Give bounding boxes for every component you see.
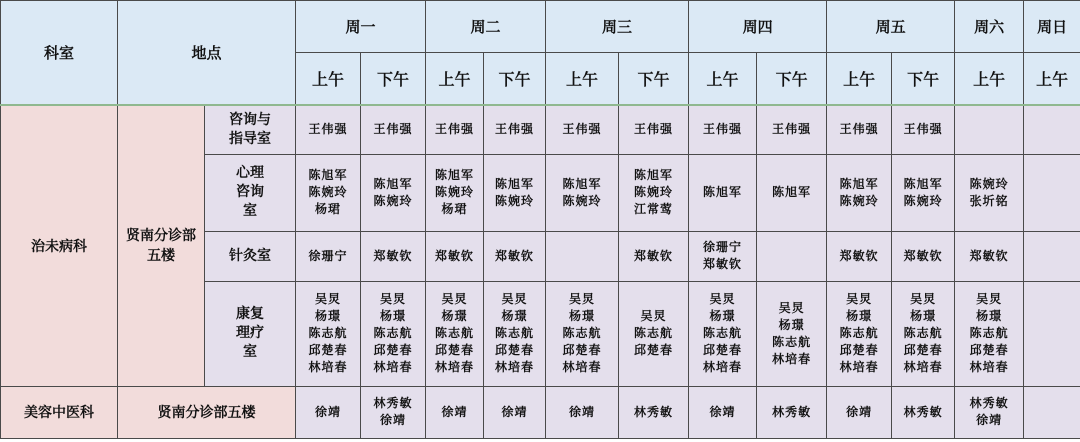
doctor-name: 陈旭军 bbox=[703, 185, 743, 199]
doctor-name: 陈旭军 bbox=[903, 176, 943, 191]
schedule-cell bbox=[426, 281, 484, 386]
header-day-sun: 周日 bbox=[1024, 1, 1080, 53]
doctor-name: 林培春 bbox=[495, 360, 535, 374]
schedule-cell bbox=[296, 105, 361, 154]
doctor-name: 杨璟 bbox=[569, 309, 596, 323]
doctor-name: 郑敏钦 bbox=[495, 248, 535, 263]
doctor-name: 林培春 bbox=[969, 360, 1009, 374]
doctor-name: 杨璟 bbox=[709, 309, 736, 323]
doctor-name: 林培春 bbox=[308, 360, 348, 374]
room-name-text: 康复理疗室 bbox=[236, 306, 264, 360]
schedule-cell bbox=[619, 231, 689, 281]
doctor-name: 林秀敏 bbox=[772, 404, 812, 419]
schedule-cell bbox=[484, 105, 546, 154]
doctor-name: 陈志航 bbox=[969, 326, 1009, 340]
schedule-cell bbox=[361, 231, 426, 281]
doctor-name: 郑敏钦 bbox=[969, 248, 1009, 263]
doctor-name: 邱楚春 bbox=[562, 343, 602, 357]
schedule-cell bbox=[361, 105, 426, 154]
header-am: 上午 bbox=[546, 53, 619, 106]
header-am: 上午 bbox=[955, 53, 1024, 106]
doctor-name: 王伟强 bbox=[308, 122, 348, 137]
schedule-cell bbox=[955, 105, 1024, 154]
doctor-name: 陈婉玲 bbox=[373, 193, 413, 208]
schedule-cell bbox=[757, 105, 827, 154]
schedule-cell bbox=[296, 154, 361, 231]
schedule-cell bbox=[689, 386, 757, 438]
doctor-name: 杨璟 bbox=[441, 309, 468, 323]
dept-location bbox=[118, 105, 205, 386]
header-am: 上午 bbox=[827, 53, 892, 106]
doctor-name: 郑敏钦 bbox=[435, 248, 475, 263]
schedule-cell bbox=[1024, 105, 1080, 154]
doctor-name: 徐珊宁 bbox=[703, 240, 743, 254]
doctor-name: 陈志航 bbox=[772, 334, 812, 349]
doctor-name: 陈旭军 bbox=[373, 176, 413, 191]
schedule-cell bbox=[546, 281, 619, 386]
doctor-name: 陈婉玲 bbox=[903, 193, 943, 208]
doctor-name: 陈婉玲 bbox=[839, 193, 879, 208]
doctor-name: 陈婉玲 bbox=[634, 185, 674, 199]
doctor-name: 陈婉玲 bbox=[495, 193, 535, 208]
header-dept: 科室 bbox=[1, 1, 118, 106]
room-name bbox=[205, 154, 296, 231]
doctor-name: 陈志航 bbox=[495, 326, 535, 340]
schedule-cell bbox=[1024, 231, 1080, 281]
doctor-name: 陈志航 bbox=[308, 326, 348, 340]
doctor-name: 郑敏钦 bbox=[703, 257, 743, 271]
doctor-name: 吴炅 bbox=[910, 292, 937, 306]
schedule-cell bbox=[955, 386, 1024, 438]
schedule-cell bbox=[426, 154, 484, 231]
doctor-name: 陈婉玲 bbox=[562, 193, 602, 208]
doctor-name: 陈志航 bbox=[703, 326, 743, 340]
doctor-name: 陈旭军 bbox=[308, 168, 348, 182]
schedule-cell bbox=[757, 231, 827, 281]
doctor-name: 徐珊宁 bbox=[308, 248, 348, 263]
schedule-cell bbox=[484, 154, 546, 231]
schedule-cell bbox=[827, 231, 892, 281]
schedule-cell bbox=[689, 231, 757, 281]
schedule-cell bbox=[426, 231, 484, 281]
header-pm: 下午 bbox=[892, 53, 955, 106]
schedule-cell bbox=[484, 281, 546, 386]
doctor-name: 徐靖 bbox=[976, 413, 1003, 427]
doctor-name: 林秀敏 bbox=[903, 404, 943, 419]
doctor-name: 徐靖 bbox=[709, 404, 736, 419]
doctor-name: 陈婉玲 bbox=[308, 185, 348, 199]
header-am: 上午 bbox=[689, 53, 757, 106]
schedule-cell bbox=[689, 105, 757, 154]
schedule-cell bbox=[546, 386, 619, 438]
doctor-name: 杨珺 bbox=[441, 202, 468, 216]
doctor-name: 林培春 bbox=[435, 360, 475, 374]
schedule-cell bbox=[955, 154, 1024, 231]
schedule-cell bbox=[827, 281, 892, 386]
room-name-text: 咨询与指导室 bbox=[229, 111, 271, 147]
doctor-name: 邱楚春 bbox=[435, 343, 475, 357]
doctor-name: 吴炅 bbox=[501, 292, 528, 306]
schedule-cell bbox=[1024, 281, 1080, 386]
doctor-name: 吴炅 bbox=[380, 292, 407, 306]
schedule-cell bbox=[757, 386, 827, 438]
doctor-name: 邱楚春 bbox=[495, 343, 535, 357]
doctor-name: 杨璟 bbox=[380, 309, 407, 323]
doctor-name: 江常莺 bbox=[634, 202, 674, 216]
doctor-name: 吴炅 bbox=[976, 292, 1003, 306]
table-row bbox=[1, 105, 1080, 154]
header-pm: 下午 bbox=[619, 53, 689, 106]
doctor-name: 吴炅 bbox=[709, 292, 736, 306]
doctor-name: 杨璟 bbox=[315, 309, 342, 323]
schedule-cell bbox=[484, 231, 546, 281]
doctor-name: 王伟强 bbox=[839, 122, 879, 137]
doctor-name: 陈旭军 bbox=[634, 168, 674, 182]
schedule-cell bbox=[1024, 386, 1080, 438]
header-day-thu: 周四 bbox=[689, 1, 827, 53]
doctor-name: 邱楚春 bbox=[373, 343, 413, 357]
schedule-cell bbox=[296, 281, 361, 386]
doctor-name: 杨璟 bbox=[846, 309, 873, 323]
doctor-name: 陈旭军 bbox=[562, 176, 602, 191]
room-name-text: 心理咨询室 bbox=[236, 165, 264, 219]
table-row bbox=[1, 386, 1080, 438]
schedule-cell bbox=[296, 231, 361, 281]
schedule-cell bbox=[757, 281, 827, 386]
schedule-cell bbox=[484, 386, 546, 438]
schedule-cell bbox=[1024, 154, 1080, 231]
schedule-cell bbox=[827, 105, 892, 154]
header-am: 上午 bbox=[296, 53, 361, 106]
doctor-name: 陈旭军 bbox=[772, 185, 812, 199]
schedule-cell bbox=[546, 105, 619, 154]
doctor-name: 杨璟 bbox=[910, 309, 937, 323]
doctor-name: 王伟强 bbox=[373, 122, 413, 137]
doctor-name: 杨璟 bbox=[976, 309, 1003, 323]
doctor-name: 林培春 bbox=[703, 360, 743, 374]
schedule-cell bbox=[546, 231, 619, 281]
schedule-cell bbox=[955, 281, 1024, 386]
schedule-cell bbox=[619, 281, 689, 386]
doctor-name: 林培春 bbox=[562, 360, 602, 374]
doctor-name: 吴炅 bbox=[640, 309, 667, 323]
doctor-name: 徐靖 bbox=[501, 404, 528, 419]
schedule-cell bbox=[546, 154, 619, 231]
doctor-name: 徐靖 bbox=[846, 404, 873, 419]
room-name bbox=[205, 281, 296, 386]
schedule-cell bbox=[892, 231, 955, 281]
doctor-name: 陈旭军 bbox=[495, 176, 535, 191]
doctor-name: 林秀敏 bbox=[373, 396, 413, 410]
header-day-wed: 周三 bbox=[546, 1, 689, 53]
doctor-name: 陈志航 bbox=[373, 326, 413, 340]
doctor-name: 陈婉玲 bbox=[969, 176, 1009, 191]
doctor-name: 王伟强 bbox=[903, 122, 943, 137]
schedule-cell bbox=[892, 105, 955, 154]
doctor-name: 林秀敏 bbox=[634, 404, 674, 419]
doctor-name: 徐靖 bbox=[569, 404, 596, 419]
doctor-name: 陈旭军 bbox=[435, 168, 475, 182]
doctor-name: 陈志航 bbox=[839, 326, 879, 340]
doctor-name: 邱楚春 bbox=[634, 343, 674, 357]
schedule-cell bbox=[619, 154, 689, 231]
schedule-cell bbox=[892, 281, 955, 386]
header-pm: 下午 bbox=[484, 53, 546, 106]
schedule-cell bbox=[827, 154, 892, 231]
doctor-name: 邱楚春 bbox=[703, 343, 743, 357]
doctor-name: 吴炅 bbox=[778, 300, 805, 315]
schedule-cell bbox=[361, 281, 426, 386]
doctor-name: 陈志航 bbox=[435, 326, 475, 340]
schedule-cell bbox=[619, 386, 689, 438]
header-am: 上午 bbox=[1024, 53, 1080, 106]
schedule-cell bbox=[827, 386, 892, 438]
doctor-name: 林培春 bbox=[772, 351, 812, 366]
doctor-name: 陈婉玲 bbox=[435, 185, 475, 199]
header-location: 地点 bbox=[118, 1, 296, 106]
header-day-sat: 周六 bbox=[955, 1, 1024, 53]
doctor-name: 杨璟 bbox=[501, 309, 528, 323]
doctor-name: 陈志航 bbox=[634, 326, 674, 340]
doctor-name: 王伟强 bbox=[562, 122, 602, 137]
schedule-cell bbox=[426, 386, 484, 438]
doctor-name: 林培春 bbox=[839, 360, 879, 374]
header-day-fri: 周五 bbox=[827, 1, 955, 53]
room-name: 针灸室 bbox=[205, 231, 296, 281]
schedule-cell bbox=[689, 154, 757, 231]
schedule-cell bbox=[296, 386, 361, 438]
doctor-name: 陈志航 bbox=[562, 326, 602, 340]
doctor-name: 吴炅 bbox=[846, 292, 873, 306]
schedule-cell bbox=[757, 154, 827, 231]
doctor-name: 陈志航 bbox=[903, 326, 943, 340]
doctor-name: 郑敏钦 bbox=[839, 248, 879, 263]
doctor-name: 邱楚春 bbox=[308, 343, 348, 357]
schedule-cell bbox=[426, 105, 484, 154]
doctor-name: 王伟强 bbox=[495, 122, 535, 137]
location-text: 贤南分诊部五楼 bbox=[126, 227, 196, 264]
header-day-tue: 周二 bbox=[426, 1, 546, 53]
doctor-name: 郑敏钦 bbox=[373, 248, 413, 263]
doctor-name: 王伟强 bbox=[435, 122, 475, 137]
doctor-name: 张圻铭 bbox=[969, 193, 1009, 208]
doctor-name: 王伟强 bbox=[703, 122, 743, 137]
schedule-cell bbox=[892, 154, 955, 231]
schedule-cell bbox=[361, 154, 426, 231]
doctor-name: 徐靖 bbox=[315, 404, 342, 419]
doctor-name: 杨璟 bbox=[778, 317, 805, 332]
doctor-name: 徐靖 bbox=[380, 413, 407, 427]
doctor-name: 吴炅 bbox=[441, 292, 468, 306]
header-am: 上午 bbox=[426, 53, 484, 106]
doctor-name: 郑敏钦 bbox=[903, 248, 943, 263]
doctor-name: 徐靖 bbox=[441, 404, 468, 419]
doctor-name: 邱楚春 bbox=[839, 343, 879, 357]
header-pm: 下午 bbox=[361, 53, 426, 106]
doctor-name: 邱楚春 bbox=[903, 343, 943, 357]
dept-name: 美容中医科 bbox=[1, 386, 118, 438]
doctor-name: 杨珺 bbox=[315, 202, 342, 216]
doctor-name: 郑敏钦 bbox=[634, 248, 674, 263]
doctor-name: 王伟强 bbox=[772, 122, 812, 137]
header-pm: 下午 bbox=[757, 53, 827, 106]
doctor-name: 吴炅 bbox=[569, 292, 596, 306]
doctor-name: 林培春 bbox=[373, 360, 413, 374]
doctor-name: 陈旭军 bbox=[839, 176, 879, 191]
doctor-name: 林秀敏 bbox=[969, 396, 1009, 410]
schedule-cell bbox=[892, 386, 955, 438]
dept-name: 治未病科 bbox=[1, 105, 118, 386]
doctor-name: 王伟强 bbox=[634, 122, 674, 137]
doctor-name: 吴炅 bbox=[315, 292, 342, 306]
header-day-mon: 周一 bbox=[296, 1, 426, 53]
doctor-name: 邱楚春 bbox=[969, 343, 1009, 357]
room-name bbox=[205, 105, 296, 154]
schedule-cell bbox=[619, 105, 689, 154]
schedule-cell bbox=[689, 281, 757, 386]
doctor-name: 林培春 bbox=[903, 360, 943, 374]
dept-location: 贤南分诊部五楼 bbox=[118, 386, 296, 438]
schedule-cell bbox=[361, 386, 426, 438]
schedule-cell bbox=[955, 231, 1024, 281]
